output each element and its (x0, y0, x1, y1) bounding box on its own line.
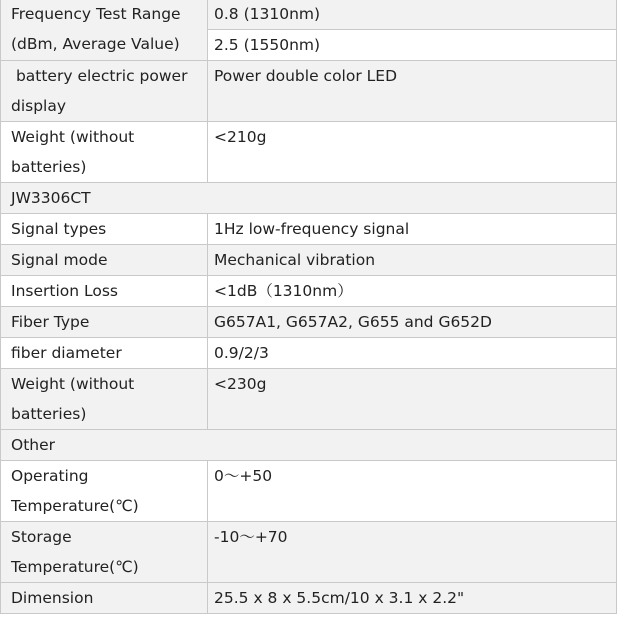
table-row (1, 338, 617, 369)
row-label: battery electric power display (1, 61, 208, 122)
row-value: 0.9/2/3 (208, 338, 617, 369)
table-row (1, 245, 617, 276)
row-value: 0.8 (1310nm) (208, 0, 617, 30)
row-label: Weight (without batteries) (1, 122, 208, 183)
table-row (1, 0, 617, 30)
table-row (1, 583, 617, 614)
table-row (1, 461, 617, 522)
section-row (1, 183, 617, 214)
table-row (1, 122, 617, 183)
row-label: Frequency Test Range (dBm, Average Value) (1, 0, 208, 61)
table-row (1, 61, 617, 122)
row-label: Signal types (1, 214, 208, 245)
table-row (1, 214, 617, 245)
row-value: Mechanical vibration (208, 245, 617, 276)
table-row (1, 307, 617, 338)
row-value: <210g (208, 122, 617, 183)
section-heading: Other (1, 430, 617, 461)
section-heading: JW3306CT (1, 183, 617, 214)
table-row (1, 276, 617, 307)
row-value: 0～+50 (208, 461, 617, 522)
row-value: 1Hz low-frequency signal (208, 214, 617, 245)
section-row (1, 430, 617, 461)
row-label: Weight (without batteries) (1, 369, 208, 430)
row-label: fiber diameter (1, 338, 208, 369)
row-label: Signal mode (1, 245, 208, 276)
row-label: Storage Temperature(℃) (1, 522, 208, 583)
row-value: <230g (208, 369, 617, 430)
table-row (1, 369, 617, 430)
row-label: Dimension (1, 583, 208, 614)
row-value: 2.5 (1550nm) (208, 30, 617, 61)
row-value: G657A1, G657A2, G655 and G652D (208, 307, 617, 338)
row-value: 25.5 x 8 x 5.5cm/10 x 3.1 x 2.2" (208, 583, 617, 614)
row-label: Fiber Type (1, 307, 208, 338)
row-value: -10～+70 (208, 522, 617, 583)
row-value: <1dB（1310nm） (208, 276, 617, 307)
row-value: Power double color LED (208, 61, 617, 122)
row-label: Insertion Loss (1, 276, 208, 307)
row-label: Operating Temperature(℃) (1, 461, 208, 522)
table-row (1, 522, 617, 583)
